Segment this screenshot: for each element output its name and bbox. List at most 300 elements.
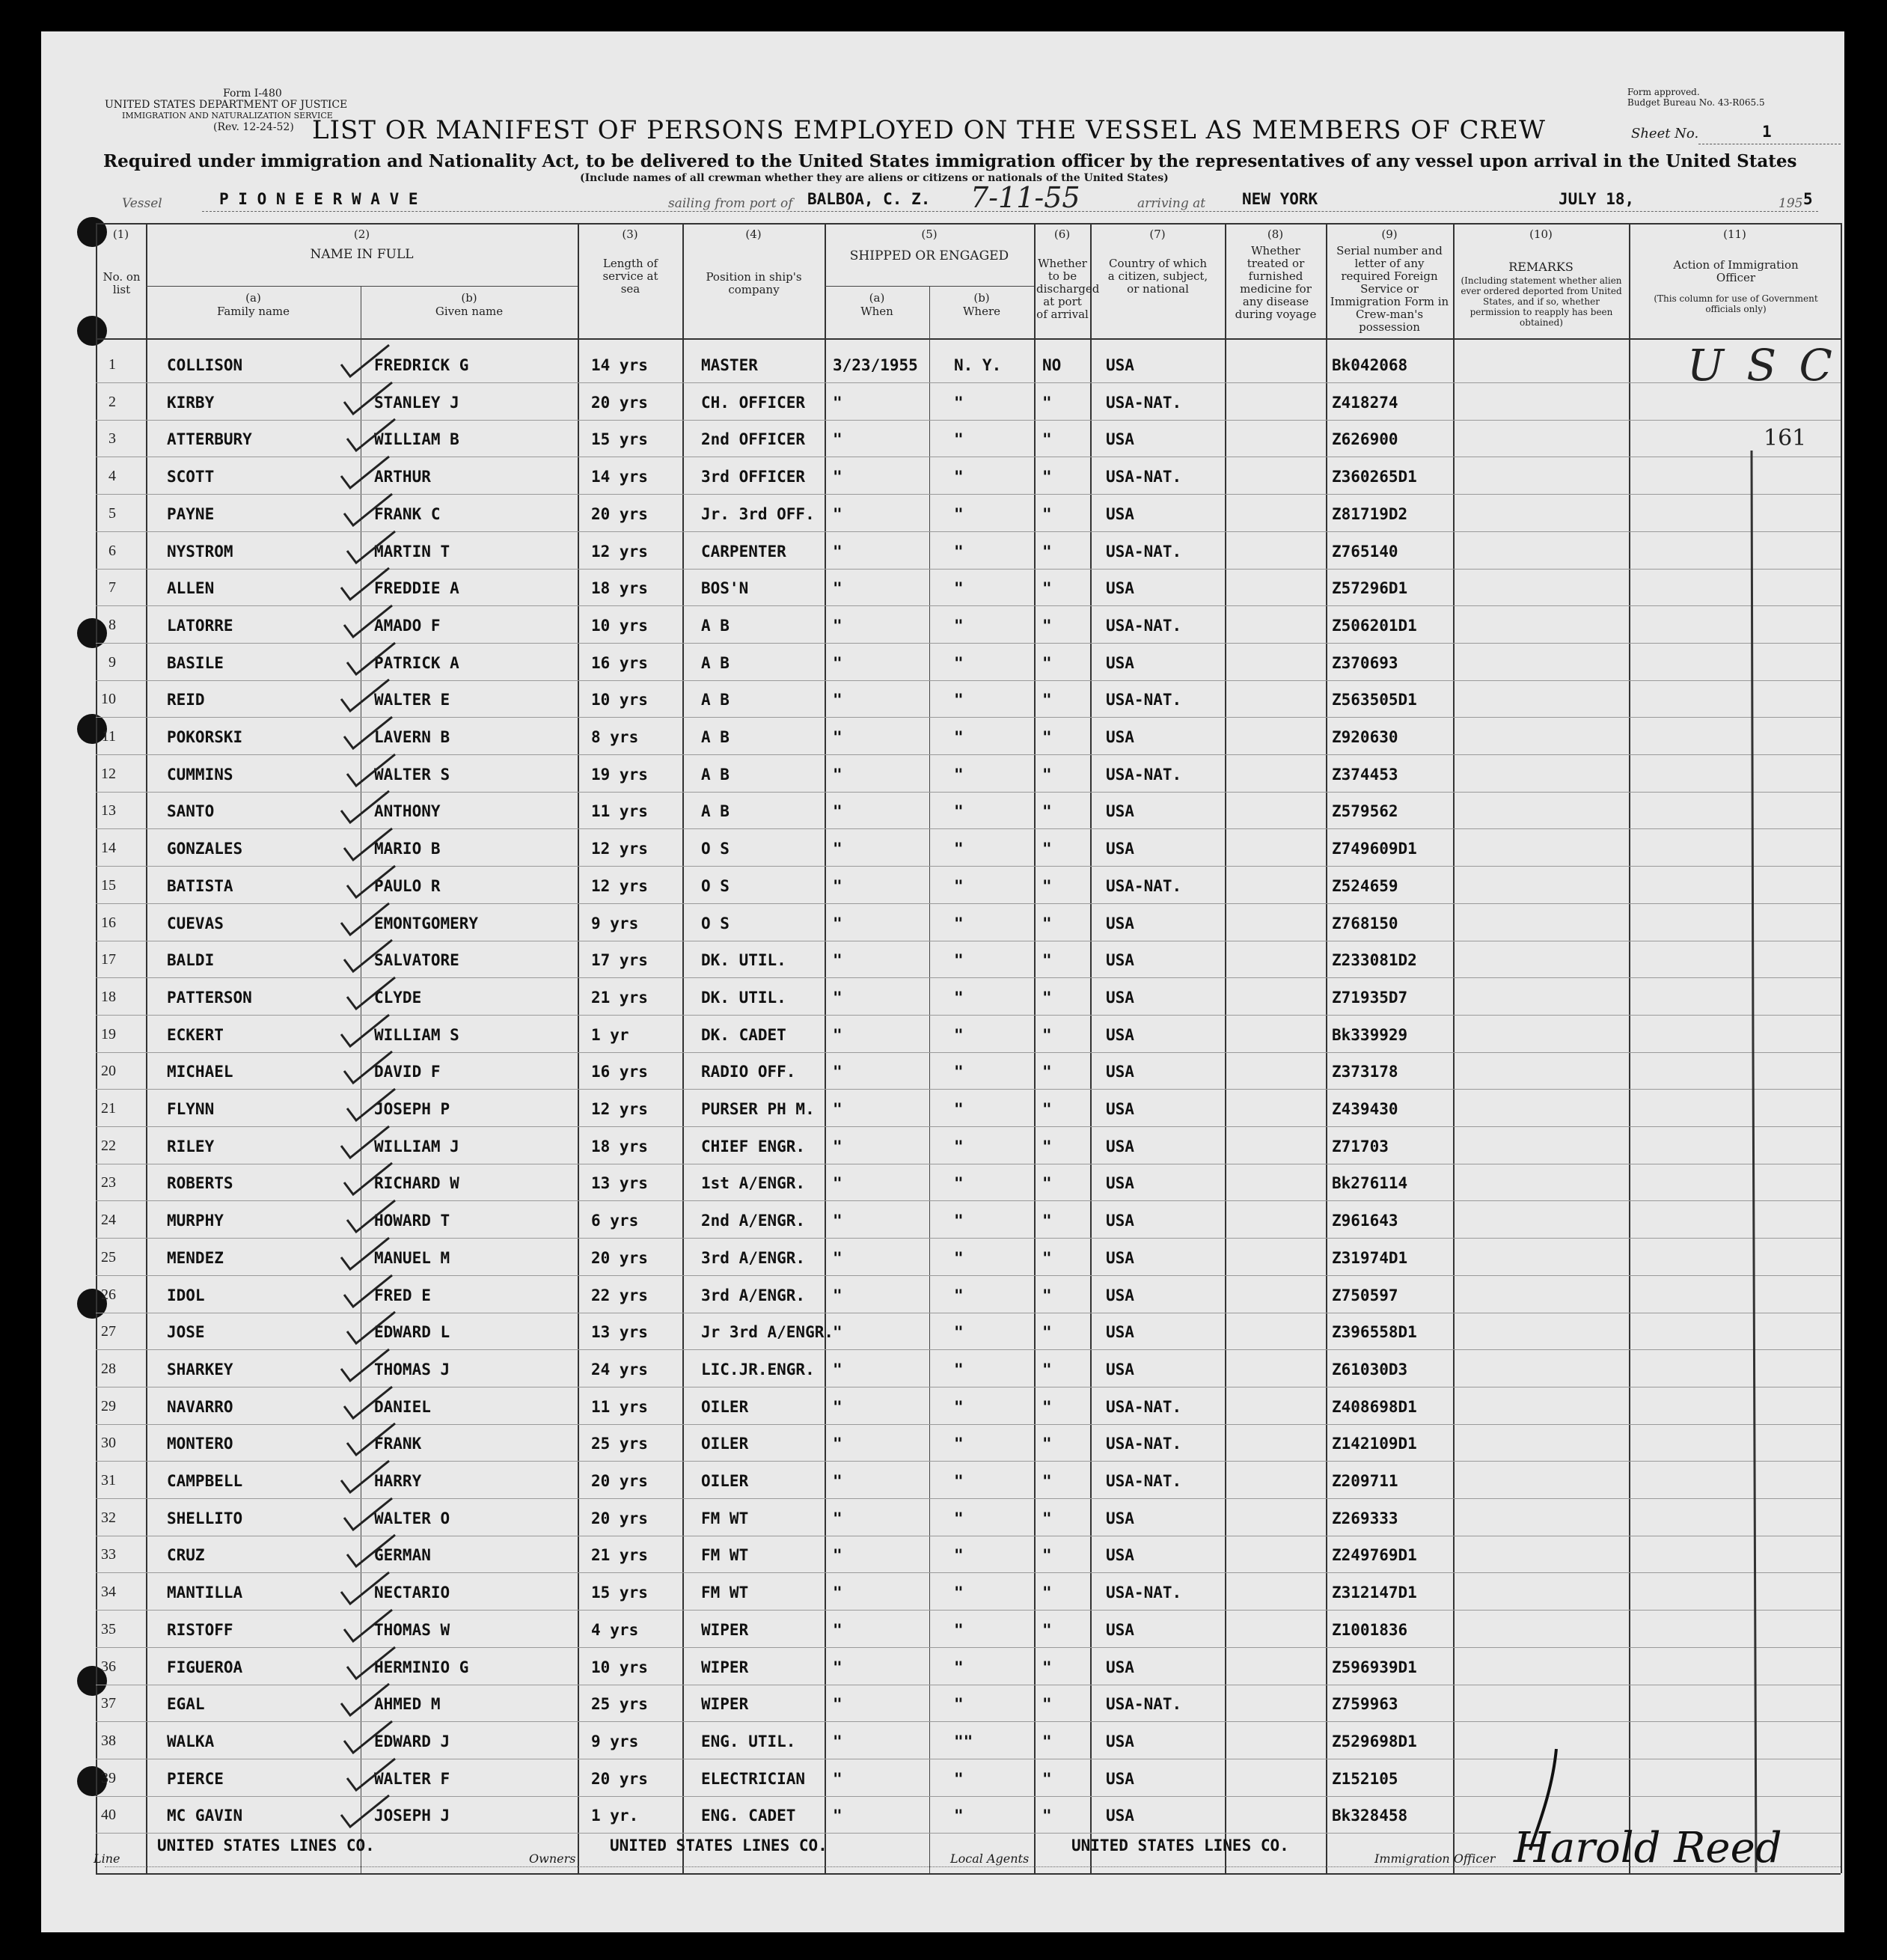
cell-where: " [954, 876, 964, 895]
cell-given: ARTHUR [374, 468, 431, 486]
cell-where: " [954, 1248, 964, 1267]
check-mark-icon [337, 1681, 397, 1718]
cell-family: ECKERT [167, 1025, 224, 1044]
cell-where: " [954, 1472, 964, 1490]
cell-position: 2nd OFFICER [701, 430, 806, 449]
cell-where: " [954, 840, 964, 858]
cell-discharged: " [1042, 1212, 1052, 1230]
col8-label: Whether treated or furnished medicine for any disease during voyage [1235, 244, 1317, 321]
cell-given: HOWARD T [374, 1212, 450, 1230]
row-number: 2 [108, 393, 116, 410]
cell-when: " [833, 1807, 842, 1825]
table-row [41, 1129, 1844, 1166]
cell-service: 25 yrs [591, 1695, 648, 1714]
port-from: BALBOA, C. Z. [807, 190, 931, 208]
cell-when: " [833, 1323, 842, 1342]
check-mark-icon [343, 1420, 403, 1458]
cell-serial: Bk328458 [1332, 1807, 1408, 1825]
cell-country: USA-NAT. [1106, 616, 1182, 635]
cell-country: USA [1106, 430, 1134, 449]
cell-country: USA [1106, 1323, 1134, 1342]
vessel-name: P I O N E E R W A V E [219, 190, 418, 208]
cell-service: 12 yrs [591, 542, 648, 561]
cell-country: USA [1106, 1546, 1134, 1565]
check-mark-icon [337, 788, 397, 825]
cell-family: MC GAVIN [167, 1807, 243, 1825]
table-row [41, 348, 1844, 385]
cell-when: " [833, 1435, 842, 1453]
cell-family: MICHAEL [167, 1063, 233, 1081]
cell-serial: Z768150 [1332, 914, 1398, 932]
cell-position: A B [701, 765, 730, 784]
table-top-border [96, 223, 1841, 225]
cell-where: " [954, 1695, 964, 1714]
check-mark-icon [340, 1048, 400, 1086]
table-row [41, 608, 1844, 645]
cell-where: " [954, 951, 964, 970]
cell-family: SHARKEY [167, 1360, 233, 1379]
col7-label: Country of which a citizen, subject, or national [1107, 257, 1208, 296]
cell-country: USA [1106, 802, 1134, 821]
cell-given: WALTER E [374, 691, 450, 709]
table-row [41, 980, 1844, 1017]
cell-discharged: " [1042, 1807, 1052, 1825]
table-row [41, 1278, 1844, 1315]
table-row [41, 1241, 1844, 1277]
cell-where: " [954, 1807, 964, 1825]
cell-service: 22 yrs [591, 1286, 648, 1304]
cell-serial: Z396558D1 [1332, 1323, 1417, 1342]
row-number: 20 [101, 1063, 116, 1080]
cell-discharged: " [1042, 1769, 1052, 1788]
cell-country: USA [1106, 1658, 1134, 1676]
cell-service: 20 yrs [591, 1509, 648, 1527]
owners-label: Owners [529, 1851, 576, 1866]
cell-service: 13 yrs [591, 1323, 648, 1342]
cell-discharged: " [1042, 653, 1052, 672]
cell-family: SANTO [167, 802, 215, 821]
cell-family: SCOTT [167, 468, 215, 486]
table-row [41, 794, 1844, 831]
cell-serial: Z439430 [1332, 1100, 1398, 1118]
cell-where: " [954, 1063, 964, 1081]
cell-family: PAYNE [167, 504, 215, 523]
cell-given: AHMED M [374, 1695, 441, 1714]
table-row [41, 534, 1844, 571]
cell-serial: Z524659 [1332, 876, 1398, 895]
check-mark-icon [343, 1197, 403, 1235]
col6-label: Whether to be discharged at port of arrival [1036, 257, 1100, 321]
col11-number: (11) [1723, 228, 1746, 241]
cell-country: USA [1106, 1174, 1134, 1193]
cell-family: NAVARRO [167, 1397, 233, 1416]
cell-serial: Z81719D2 [1332, 504, 1408, 523]
col5b-letter: (b) [973, 291, 990, 305]
cell-country: USA [1106, 1807, 1134, 1825]
form-subtitle: Required under immigration and Nationality Act, to be delivered to the United States immigration officer by the representatives of any vessel upon arrival in the United States [103, 151, 1797, 171]
cell-given: DAVID F [374, 1063, 441, 1081]
cell-discharged: " [1042, 1435, 1052, 1453]
row-number: 6 [108, 542, 116, 559]
cell-when: " [833, 1732, 842, 1750]
cell-family: IDOL [167, 1286, 205, 1304]
cell-family: EGAL [167, 1695, 205, 1714]
cell-given: WALTER S [374, 765, 450, 784]
cell-when: " [833, 393, 842, 412]
col2a-label: Family name [216, 305, 290, 318]
cell-country: USA [1106, 951, 1134, 970]
cell-when: " [833, 1584, 842, 1602]
vessel-label: Vessel [122, 196, 162, 211]
cell-country: USA [1106, 988, 1134, 1007]
cell-when: " [833, 616, 842, 635]
cell-where: " [954, 616, 964, 635]
cell-family: SHELLITO [167, 1509, 243, 1527]
sheet-label: Sheet No. [1631, 126, 1699, 141]
cell-service: 11 yrs [591, 802, 648, 821]
row-number: 22 [101, 1137, 116, 1154]
cell-country: USA-NAT. [1106, 1435, 1182, 1453]
cell-position: WIPER [701, 1658, 749, 1676]
cell-where: " [954, 1620, 964, 1639]
col3-number: (3) [622, 228, 638, 241]
owners-value: UNITED STATES LINES CO. [610, 1837, 828, 1854]
cell-serial: Z750597 [1332, 1286, 1398, 1304]
cell-position: MASTER [701, 356, 758, 374]
col5a-letter: (a) [869, 291, 885, 305]
row-number: 7 [108, 579, 116, 596]
cell-where: N. Y. [954, 356, 1002, 374]
cell-serial: Z961643 [1332, 1212, 1398, 1230]
cell-serial: Z374453 [1332, 765, 1398, 784]
cell-when: " [833, 1063, 842, 1081]
cell-given: EDWARD J [374, 1732, 450, 1750]
cell-position: A B [701, 653, 730, 672]
row-number: 9 [108, 653, 116, 671]
cell-given: MANUEL M [374, 1248, 450, 1267]
check-mark-icon [343, 1532, 403, 1569]
table-row [41, 757, 1844, 794]
table-bottom-border [96, 1873, 1841, 1875]
cell-family: WALKA [167, 1732, 215, 1750]
col3-label: Length of service at sea [602, 257, 658, 296]
cell-serial: Z57296D1 [1332, 579, 1408, 598]
cell-position: 2nd A/ENGR. [701, 1212, 806, 1230]
row-number: 15 [101, 876, 116, 894]
check-mark-icon [337, 454, 397, 491]
cell-position: ELECTRICIAN [701, 1769, 806, 1788]
table-row [41, 720, 1844, 757]
manifest-page [41, 31, 1844, 1932]
cell-given: MARTIN T [374, 542, 450, 561]
check-mark-icon [337, 1235, 397, 1272]
cell-position: PURSER PH M. [701, 1100, 815, 1118]
cell-serial: Z31974D1 [1332, 1248, 1408, 1267]
cell-service: 21 yrs [591, 988, 648, 1007]
cell-serial: Z142109D1 [1332, 1435, 1417, 1453]
cell-where: "" [954, 1732, 973, 1750]
cell-country: USA [1106, 1286, 1134, 1304]
cell-discharged: " [1042, 1584, 1052, 1602]
col2-label: NAME IN FULL [310, 247, 414, 262]
cell-where: " [954, 1025, 964, 1044]
cell-serial: Z626900 [1332, 430, 1398, 449]
cell-country: USA [1106, 653, 1134, 672]
cell-when: " [833, 1174, 842, 1193]
cell-discharged: " [1042, 691, 1052, 709]
year-prefix: 195 [1779, 196, 1803, 211]
cell-family: RILEY [167, 1137, 215, 1155]
cell-discharged: " [1042, 802, 1052, 821]
cell-country: USA-NAT. [1106, 393, 1182, 412]
cell-serial: Z373178 [1332, 1063, 1398, 1081]
cell-position: FM WT [701, 1509, 749, 1527]
cell-service: 16 yrs [591, 653, 648, 672]
cell-service: 17 yrs [591, 951, 648, 970]
cell-when: " [833, 876, 842, 895]
vessel-underline [202, 211, 1818, 212]
cell-when: " [833, 802, 842, 821]
cell-when: " [833, 728, 842, 746]
row-number: 32 [101, 1509, 116, 1526]
form-number: Form I-480 [223, 88, 282, 100]
cell-where: " [954, 430, 964, 449]
cell-discharged: " [1042, 1360, 1052, 1379]
table-row [41, 1724, 1844, 1761]
cell-when: " [833, 1212, 842, 1230]
cell-given: STANLEY J [374, 393, 459, 412]
cell-where: " [954, 1546, 964, 1565]
table-row [41, 1613, 1844, 1649]
signature-stroke [1523, 1745, 1568, 1857]
cell-discharged: " [1042, 1137, 1052, 1155]
col2a-letter: (a) [245, 291, 261, 305]
table-row [41, 1315, 1844, 1352]
row-number: 24 [101, 1212, 116, 1229]
cell-given: LAVERN B [374, 728, 450, 746]
agents-value: UNITED STATES LINES CO. [1071, 1837, 1289, 1854]
cell-where: " [954, 765, 964, 784]
cell-where: " [954, 468, 964, 486]
row-number: 26 [101, 1286, 116, 1303]
check-mark-icon [340, 937, 400, 974]
department: UNITED STATES DEPARTMENT OF JUSTICE [105, 99, 348, 111]
cell-family: CAMPBELL [167, 1472, 243, 1490]
table-row [41, 869, 1844, 906]
cell-service: 4 yrs [591, 1620, 639, 1639]
sailing-label: sailing from port of [668, 196, 793, 211]
row-number: 10 [101, 691, 116, 708]
cell-family: FIGUEROA [167, 1658, 243, 1676]
cell-when: " [833, 430, 842, 449]
cell-where: " [954, 1435, 964, 1453]
tally-line [1725, 451, 1770, 1910]
cell-discharged: " [1042, 1509, 1052, 1527]
cell-country: USA [1106, 1620, 1134, 1639]
cell-country: USA-NAT. [1106, 542, 1182, 561]
cell-where: " [954, 1174, 964, 1193]
col1-label: No. on list [103, 270, 141, 296]
cell-when: " [833, 1658, 842, 1676]
row-number: 27 [101, 1323, 116, 1340]
table-row [41, 460, 1844, 496]
arriving-label: arriving at [1137, 196, 1206, 211]
row-number: 31 [101, 1472, 116, 1489]
row-number: 23 [101, 1174, 116, 1191]
cell-when: " [833, 653, 842, 672]
table-row [41, 1352, 1844, 1389]
cell-country: USA [1106, 1212, 1134, 1230]
col2-number: (2) [353, 228, 370, 241]
cell-service: 16 yrs [591, 1063, 648, 1081]
row-number: 29 [101, 1397, 116, 1414]
cell-when: " [833, 1769, 842, 1788]
col9-number: (9) [1381, 228, 1398, 241]
cell-position: OILER [701, 1435, 749, 1453]
cell-serial: Z312147D1 [1332, 1584, 1417, 1602]
cell-position: Jr. 3rd OFF. [701, 504, 815, 523]
check-mark-icon [337, 1458, 397, 1495]
cell-where: " [954, 1509, 964, 1527]
cell-serial: Bk042068 [1332, 356, 1408, 374]
cell-service: 21 yrs [591, 1546, 648, 1565]
cell-given: THOMAS W [374, 1620, 450, 1639]
cell-when: " [833, 840, 842, 858]
table-row [41, 571, 1844, 608]
cell-service: 19 yrs [591, 765, 648, 784]
row-number: 34 [101, 1584, 116, 1601]
cell-service: 20 yrs [591, 393, 648, 412]
port-to: NEW YORK [1242, 190, 1318, 208]
cell-position: CH. OFFICER [701, 393, 806, 412]
table-row [41, 1426, 1844, 1463]
cell-country: USA [1106, 1509, 1134, 1527]
cell-where: " [954, 802, 964, 821]
cell-discharged: " [1042, 951, 1052, 970]
row-number: 1 [108, 356, 116, 373]
cell-when: " [833, 1472, 842, 1490]
cell-family: PIERCE [167, 1769, 224, 1788]
cell-position: RADIO OFF. [701, 1063, 796, 1081]
cell-given: WILLIAM J [374, 1137, 459, 1155]
cell-position: O S [701, 840, 730, 858]
cell-country: USA [1106, 1025, 1134, 1044]
cell-serial: Z765140 [1332, 542, 1398, 561]
cell-discharged: " [1042, 1025, 1052, 1044]
cell-discharged: " [1042, 393, 1052, 412]
revision: (Rev. 12-24-52) [213, 121, 294, 133]
cell-given: RICHARD W [374, 1174, 459, 1193]
cell-position: DK. UTIL. [701, 951, 786, 970]
cell-discharged: " [1042, 1732, 1052, 1750]
cell-discharged: " [1042, 430, 1052, 449]
cell-service: 24 yrs [591, 1360, 648, 1379]
row-number: 25 [101, 1248, 116, 1266]
line-label: Line [94, 1851, 120, 1866]
cell-when: " [833, 579, 842, 598]
col9-label: Serial number and letter of any required Foreign Service or Immigration Form in Crew-man's possession [1330, 244, 1449, 334]
cell-country: USA [1106, 1360, 1134, 1379]
cell-position: A B [701, 728, 730, 746]
col1-number: (1) [112, 228, 129, 241]
cell-country: USA [1106, 579, 1134, 598]
cell-family: LATORRE [167, 616, 233, 635]
cell-country: USA [1106, 728, 1134, 746]
cell-discharged: " [1042, 876, 1052, 895]
row-number: 18 [101, 988, 116, 1005]
col5b-label: Where [962, 305, 1000, 318]
row-number: 38 [101, 1732, 116, 1749]
cell-given: WALTER O [374, 1509, 450, 1527]
table-row [41, 1390, 1844, 1426]
cell-family: BATISTA [167, 876, 233, 895]
cell-serial: Z749609D1 [1332, 840, 1417, 858]
cell-discharged: " [1042, 468, 1052, 486]
cell-given: FREDRICK G [374, 356, 469, 374]
cell-service: 1 yr [591, 1025, 629, 1044]
table-row [41, 385, 1844, 422]
cell-where: " [954, 1137, 964, 1155]
cell-family: ALLEN [167, 579, 215, 598]
cell-when: " [833, 914, 842, 932]
check-mark-icon [343, 863, 403, 900]
cell-family: MONTERO [167, 1435, 233, 1453]
form-title: LIST OR MANIFEST OF PERSONS EMPLOYED ON THE VESSEL AS MEMBERS OF CREW [312, 115, 1546, 145]
row-number: 14 [101, 840, 116, 857]
cell-given: PATRICK A [374, 653, 459, 672]
col6-number: (6) [1053, 228, 1071, 241]
cell-serial: Z71935D7 [1332, 988, 1408, 1007]
cell-given: AMADO F [374, 616, 441, 635]
cell-service: 8 yrs [591, 728, 639, 746]
cell-country: USA [1106, 356, 1134, 374]
cell-discharged: " [1042, 1695, 1052, 1714]
arrival-date: JULY 18, [1559, 190, 1635, 208]
cell-family: GONZALES [167, 840, 243, 858]
cell-when: " [833, 988, 842, 1007]
cell-given: EDWARD L [374, 1323, 450, 1342]
cell-when: " [833, 1360, 842, 1379]
cell-when: 3/23/1955 [833, 356, 918, 374]
cell-family: MENDEZ [167, 1248, 224, 1267]
cell-where: " [954, 1360, 964, 1379]
col8-number: (8) [1267, 228, 1284, 241]
usc-annotation: U S C [1687, 340, 1837, 391]
cell-given: FRANK [374, 1435, 422, 1453]
cell-when: " [833, 765, 842, 784]
cell-serial: Z759963 [1332, 1695, 1398, 1714]
cell-given: EMONTGOMERY [374, 914, 479, 932]
check-mark-icon [343, 1086, 403, 1123]
cell-serial: Z61030D3 [1332, 1360, 1408, 1379]
cell-position: A B [701, 616, 730, 635]
cell-when: " [833, 1248, 842, 1267]
cell-where: " [954, 542, 964, 561]
cell-position: ENG. CADET [701, 1807, 796, 1825]
cell-family: RISTOFF [167, 1620, 233, 1639]
cell-service: 20 yrs [591, 1769, 648, 1788]
cell-discharged: NO [1042, 356, 1062, 374]
col7-number: (7) [1149, 228, 1166, 241]
check-mark-icon [343, 974, 403, 1012]
cell-when: " [833, 1137, 842, 1155]
col11-sub: (This column for use of Government officials only) [1654, 293, 1818, 314]
cell-given: HARRY [374, 1472, 422, 1490]
cell-discharged: " [1042, 1063, 1052, 1081]
cell-discharged: " [1042, 1546, 1052, 1565]
check-mark-icon [340, 1607, 400, 1644]
cell-discharged: " [1042, 616, 1052, 635]
